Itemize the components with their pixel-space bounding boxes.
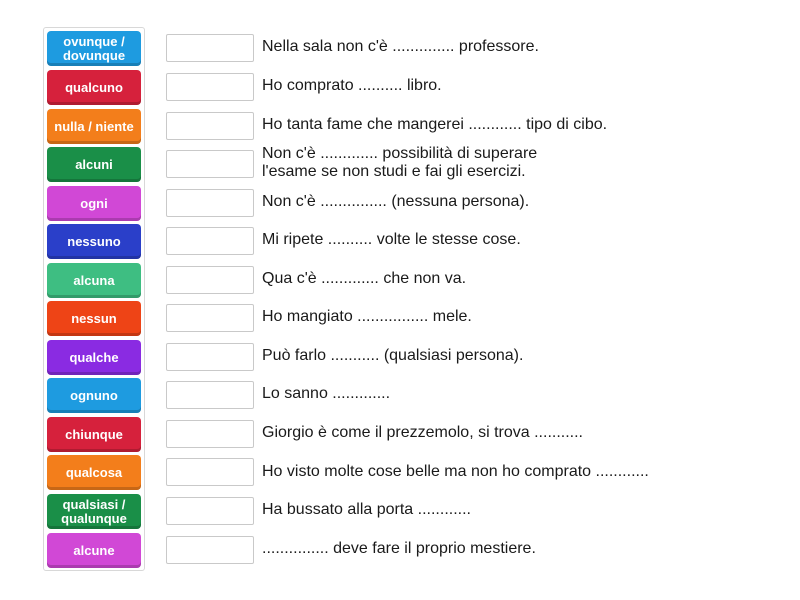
word-tile[interactable]: alcuni bbox=[47, 147, 141, 182]
answer-slot[interactable] bbox=[166, 458, 254, 486]
word-tile[interactable]: nessuno bbox=[47, 224, 141, 259]
answer-slot[interactable] bbox=[166, 536, 254, 564]
sentence-text: Ha bussato alla porta ............ bbox=[262, 501, 471, 518]
sentence-text: Non c'è ............... (nessuna persona). bbox=[262, 193, 530, 210]
answer-slot[interactable] bbox=[166, 266, 254, 294]
answer-slot[interactable] bbox=[166, 420, 254, 448]
word-tile[interactable]: nulla / niente bbox=[47, 109, 141, 144]
word-tile[interactable]: qualche bbox=[47, 340, 141, 375]
sentence-text: Ho mangiato ................ mele. bbox=[262, 308, 472, 325]
sentence-text: Lo sanno ............. bbox=[262, 385, 391, 402]
answer-slot[interactable] bbox=[166, 497, 254, 525]
sentence-text: Mi ripete .......... volte le stesse cose. bbox=[262, 231, 521, 248]
answer-slot[interactable] bbox=[166, 34, 254, 62]
sentence-text: Ho tanta fame che mangerei ............ tipo di cibo. bbox=[262, 116, 608, 133]
word-tile[interactable]: alcune bbox=[47, 533, 141, 568]
answer-slot[interactable] bbox=[166, 343, 254, 371]
answer-slot[interactable] bbox=[166, 189, 254, 217]
word-tile[interactable]: nessun bbox=[47, 301, 141, 336]
sentence-text: Nella sala non c'è .............. professore. bbox=[262, 38, 539, 55]
answer-slot[interactable] bbox=[166, 150, 254, 178]
word-tile[interactable]: ovunque / dovunque bbox=[47, 31, 141, 66]
word-tile[interactable]: qualcosa bbox=[47, 455, 141, 490]
word-tile[interactable]: ogni bbox=[47, 186, 141, 221]
word-tile[interactable]: qualsiasi / qualunque bbox=[47, 494, 141, 529]
word-tile[interactable]: alcuna bbox=[47, 263, 141, 298]
answer-slot[interactable] bbox=[166, 112, 254, 140]
answer-slot[interactable] bbox=[166, 73, 254, 101]
word-tile[interactable]: chiunque bbox=[47, 417, 141, 452]
answer-slot[interactable] bbox=[166, 381, 254, 409]
sentence-text: ............... deve fare il proprio mestiere. bbox=[262, 540, 536, 557]
word-tile[interactable]: ognuno bbox=[47, 378, 141, 413]
sentence-text: Giorgio è come il prezzemolo, si trova ........... bbox=[262, 424, 583, 441]
sentence-text: Può farlo ........... (qualsiasi persona). bbox=[262, 347, 524, 364]
sentence-text: Non c'è ............. possibilità di superare l'esame se non studi e fai gli esercizi. bbox=[262, 145, 538, 180]
answer-slot[interactable] bbox=[166, 227, 254, 255]
word-tile[interactable]: qualcuno bbox=[47, 70, 141, 105]
sentence-text: Qua c'è ............. che non va. bbox=[262, 270, 467, 287]
sentence-text: Ho comprato .......... libro. bbox=[262, 77, 442, 94]
answer-slot[interactable] bbox=[166, 304, 254, 332]
sentence-text: Ho visto molte cose belle ma non ho comprato ............ bbox=[262, 463, 649, 480]
